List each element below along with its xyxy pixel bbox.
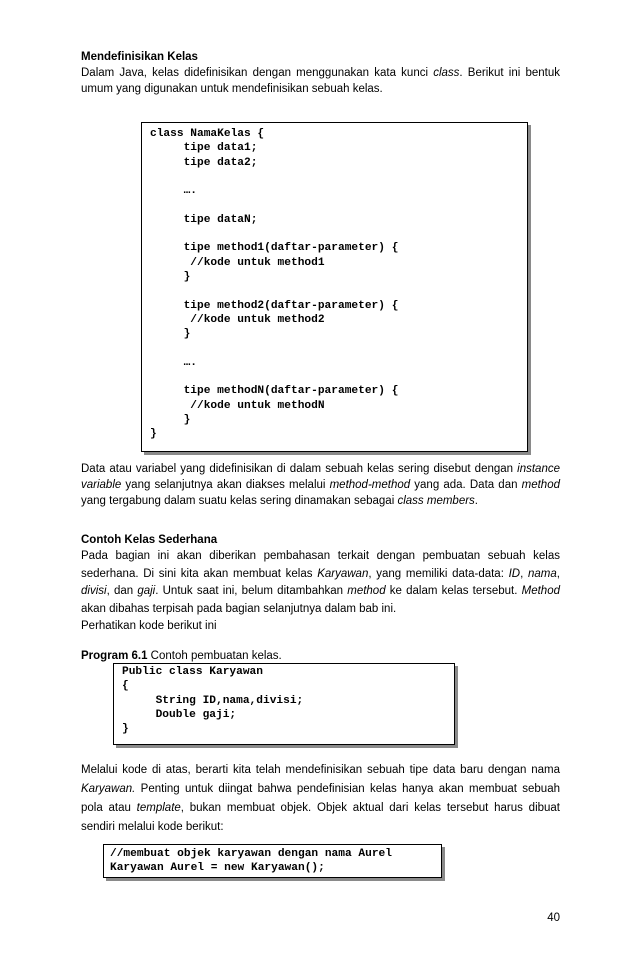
code-line: } <box>150 328 191 341</box>
code-line: class NamaKelas { <box>150 128 265 140</box>
section1-intro: Dalam Java, kelas didefinisikan dengan menggunakan kata kunci class. Berikut ini bentuk umum yang digunakan untuk mendefinisikan sebuah kelas. <box>81 67 561 95</box>
paragraph-contoh-kelas: Pada bagian ini akan diberikan pembahasan terkait dengan pembuatan sebuah kelas sederhana. Di sini kita akan membuat kelas Karyawan, yang memiliki data-data: ID, nama, divisi, dan gaji. Untuk saat ini, belum ditambahkan method ke dalam kelas tersebut. Method akan dibahas terpisah pada bagian selanjutnya dalam bab ini. Perhatikan kode berikut ini <box>81 550 560 633</box>
page-number: 40 <box>547 912 560 924</box>
code-line: } <box>122 723 129 736</box>
code-line: //membuat objek karyawan dengan nama Aurel <box>110 848 392 860</box>
code-lines <box>122 665 303 736</box>
code-line: //kode untuk method1 <box>150 256 325 269</box>
code-line: String ID,nama,divisi; <box>122 694 304 707</box>
code-line: //kode untuk method2 <box>150 313 325 326</box>
code-line: …. <box>150 356 197 369</box>
code-line: Double gaji; <box>122 708 237 721</box>
code-line: Public class Karyawan <box>122 666 263 678</box>
code-line: //kode untuk methodN <box>150 399 325 412</box>
code-lines <box>150 127 398 442</box>
code-line: tipe data1; <box>150 142 258 155</box>
code-line: tipe method1(daftar-parameter) { <box>150 242 399 255</box>
code-line: Karyawan Aurel = new Karyawan(); <box>110 862 325 875</box>
code-line <box>150 170 398 184</box>
code-line <box>150 227 398 241</box>
code-block-karyawan <box>113 663 455 745</box>
code-block-create-object <box>103 844 442 878</box>
code-line: tipe methodN(daftar-parameter) { <box>150 385 399 398</box>
code-line <box>150 370 398 384</box>
code-line: { <box>122 680 129 693</box>
code-line: tipe dataN; <box>150 213 258 226</box>
code-line <box>150 341 398 355</box>
program-caption: Program 6.1 Contoh pembuatan kelas. <box>81 650 282 662</box>
code-line <box>150 198 398 212</box>
code-line: } <box>150 270 191 283</box>
document-page <box>81 50 560 97</box>
section-title-contoh-kelas: Contoh Kelas Sederhana <box>81 534 218 546</box>
code-line: tipe data2; <box>150 156 258 169</box>
code-lines <box>110 847 392 876</box>
code-block-class-syntax <box>141 122 528 452</box>
code-line: } <box>150 428 157 441</box>
code-line <box>150 284 398 298</box>
paragraph-instance-variable: Data atau variabel yang didefinisikan di dalam sebuah kelas sering disebut dengan instance variable yang selanjutnya akan diakses melalui method-method yang ada. Data dan method yang tergabung dalam suatu kelas sering dinamakan sebagai class members. <box>81 463 560 507</box>
code-line: …. <box>150 185 197 198</box>
section-title-mendefinisikan-kelas: Mendefinisikan Kelas <box>81 51 198 63</box>
code-line: tipe method2(daftar-parameter) { <box>150 299 399 312</box>
code-line: } <box>150 413 191 426</box>
paragraph-template: Melalui kode di atas, berarti kita telah mendefinisikan sebuah tipe data baru dengan nama Karyawan. Penting untuk diingat bahwa pendefinisian kelas hanya akan membuat sebuah pola atau template, bukan membuat objek. Objek aktual dari kelas tersebut harus dibuat sendiri melalui kode berikut: <box>81 764 561 833</box>
